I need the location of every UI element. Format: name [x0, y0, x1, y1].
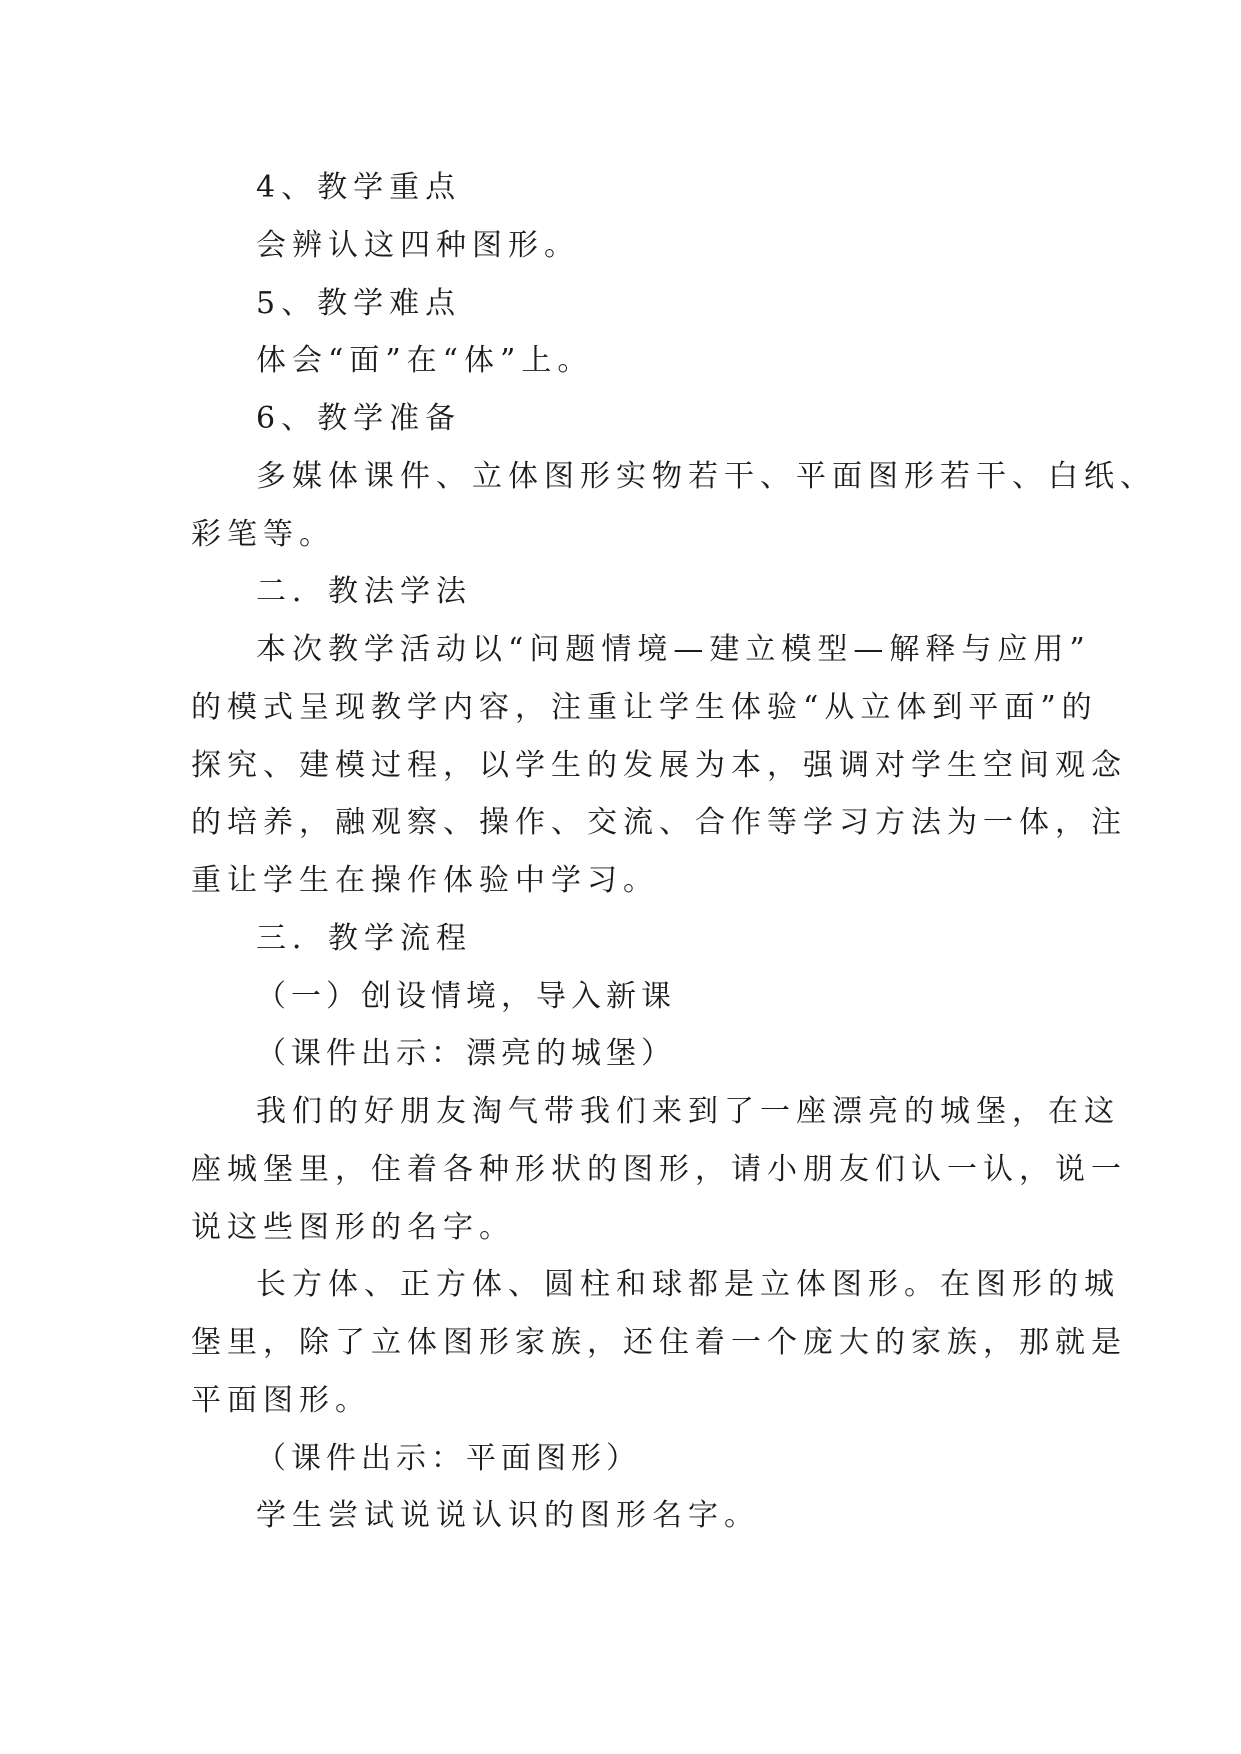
heading-teaching-preparation: 6、教学准备 [256, 401, 462, 436]
paragraph-shapes-line-2: 堡里，除了立体图形家族，还住着一个庞大的家族，那就是 [191, 1325, 1127, 1360]
paragraph-methods-line-2: 的模式呈现教学内容，注重让学生体验“从立体到平面”的 [191, 690, 1098, 725]
heading-teaching-process: 三．教学流程 [256, 921, 472, 956]
note-courseware-castle: （课件出示：漂亮的城堡） [256, 1036, 676, 1071]
paragraph-castle-line-3: 说这些图形的名字。 [191, 1210, 515, 1245]
paragraph-castle-line-1: 我们的好朋友淘气带我们来到了一座漂亮的城堡，在这 [256, 1094, 1120, 1129]
paragraph-preparation-line-2: 彩笔等。 [191, 517, 335, 552]
paragraph-teaching-difficulty: 体会“面”在“体”上。 [256, 343, 594, 378]
paragraph-methods-line-4: 的培养，融观察、操作、交流、合作等学习方法为一体，注 [191, 805, 1127, 840]
heading-methods: 二．教法学法 [256, 574, 472, 609]
paragraph-methods-line-5: 重让学生在操作体验中学习。 [191, 863, 659, 898]
paragraph-teaching-focus: 会辨认这四种图形。 [256, 228, 580, 263]
paragraph-students-try: 学生尝试说说认识的图形名字。 [256, 1498, 760, 1533]
heading-teaching-focus: 4、教学重点 [256, 170, 462, 205]
paragraph-methods-line-3: 探究、建模过程，以学生的发展为本，强调对学生空间观念 [191, 748, 1127, 783]
note-courseware-plane-shapes: （课件出示：平面图形） [256, 1441, 641, 1476]
paragraph-methods-line-1: 本次教学活动以“问题情境—建立模型—解释与应用” [256, 632, 1091, 667]
paragraph-shapes-line-3: 平面图形。 [191, 1383, 371, 1418]
paragraph-shapes-line-1: 长方体、正方体、圆柱和球都是立体图形。在图形的城 [256, 1267, 1120, 1302]
paragraph-preparation-line-1: 多媒体课件、立体图形实物若干、平面图形若干、白纸、 [256, 459, 1156, 494]
heading-teaching-difficulty: 5、教学难点 [256, 286, 462, 321]
paragraph-castle-line-2: 座城堡里，住着各种形状的图形，请小朋友们认一认，说一 [191, 1152, 1127, 1187]
subheading-create-situation: （一）创设情境，导入新课 [256, 979, 676, 1014]
